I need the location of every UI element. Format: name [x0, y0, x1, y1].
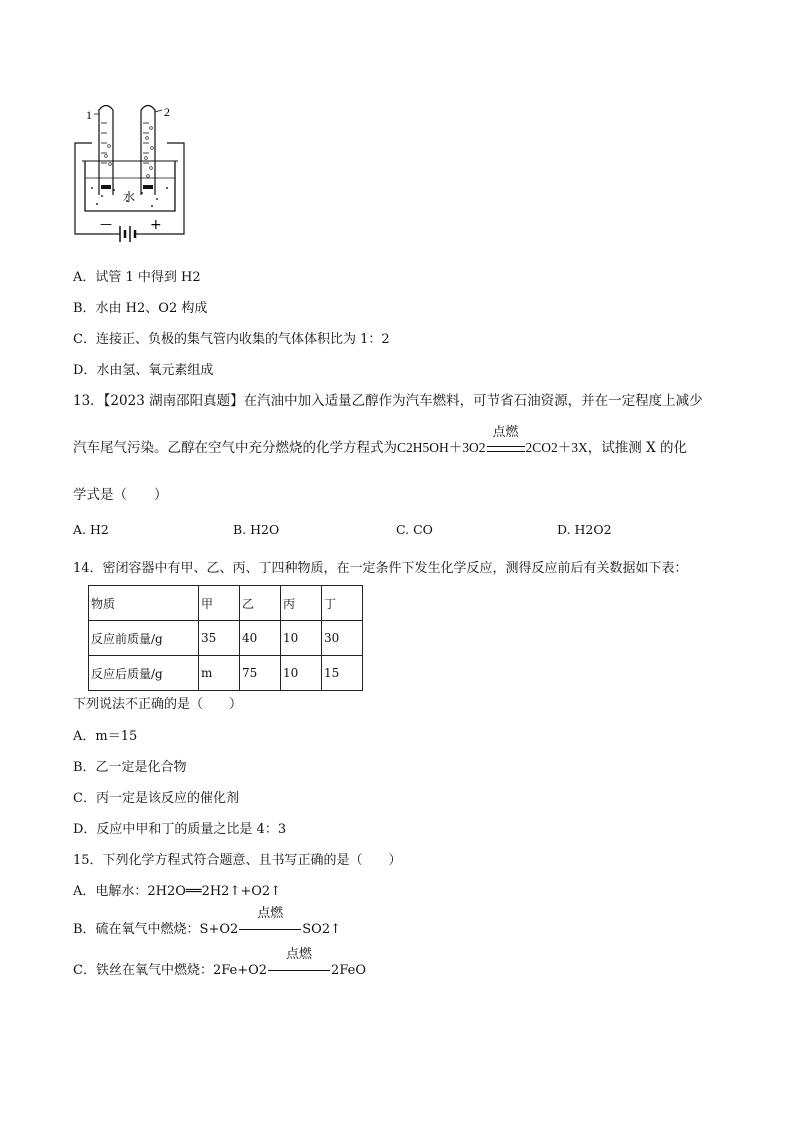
q15-option-c-arrow [267, 947, 331, 979]
q14-option-a: A．m＝15 [73, 729, 138, 744]
q13-option-c: C. CO [396, 522, 433, 537]
table-cell: m [199, 656, 240, 691]
q15-option-b-right: SO2↑ [302, 922, 342, 937]
q14-option-b: B．乙一定是化合物 [73, 760, 187, 775]
q13-eq-arrow [486, 424, 526, 456]
q15-option-c-right: 2FeO [331, 963, 366, 978]
table-cell: 15 [322, 656, 363, 691]
table-cell: 反应后质量/g [89, 656, 199, 691]
tube-label-1: 1 [86, 108, 92, 122]
table-header-row [89, 586, 363, 621]
table-header-cell: 物质 [89, 586, 199, 621]
q13-eq-right: 2CO2＋3X [525, 440, 588, 455]
q14-option-c: C．丙一定是该反应的催化剂 [73, 791, 239, 806]
table-header-cell: 丙 [281, 586, 322, 621]
q15-option-b [73, 906, 342, 938]
table-cell: 35 [199, 621, 240, 656]
negative-terminal-label: — [100, 217, 112, 231]
water-label: 水 [123, 190, 136, 204]
q12-option-a: A．试管 1 中得到 H2 [73, 270, 201, 285]
positive-terminal-label: + [150, 217, 162, 233]
q15-option-b-arrow [238, 906, 302, 938]
table-cell: 10 [281, 621, 322, 656]
table-cell: 40 [240, 621, 281, 656]
q13-option-d: D. H2O2 [557, 522, 612, 537]
q14-prompt: 下列说法不正确的是（ ） [73, 697, 243, 712]
q14-stem: 14．密闭容器中有甲、乙、丙、丁四种物质，在一定条件下发生化学反应，测得反应前后有关数据如下表： [73, 561, 688, 576]
q13-eq-left: C2H5OH＋3O2 [397, 440, 486, 455]
tube-label-2: 2 [164, 105, 170, 119]
q15-option-c-left: C．铁丝在氧气中燃烧：2Fe+O2 [73, 963, 268, 978]
table-header-cell: 甲 [199, 586, 240, 621]
q13-option-b: B. H2O [233, 522, 280, 537]
table-cell: 30 [322, 621, 363, 656]
q13-stem-text: 汽车尾气污染。乙醇在空气中充分燃烧的化学方程式为 [73, 440, 397, 456]
table-cell: 75 [240, 656, 281, 691]
q15-option-b-left: B．硫在氧气中燃烧：S+O2 [73, 922, 239, 937]
table-row [89, 656, 363, 691]
q15-option-c [73, 947, 366, 979]
reaction-mass-table [88, 585, 363, 691]
table-cell: 反应前质量/g [89, 621, 199, 656]
table-header-cell: 乙 [240, 586, 281, 621]
q13-stem-line3: 学式是（ ） [73, 487, 168, 503]
q13-equation [397, 424, 588, 455]
q15-option-a: A．电解水：2H2O══2H2↑+O2↑ [73, 884, 282, 899]
q14-option-d: D．反应中甲和丁的质量之比是 4：3 [73, 822, 287, 837]
q12-option-d: D．水由氢、氧元素组成 [73, 363, 214, 378]
q13-stem-line2 [73, 424, 687, 456]
q15-stem: 15．下列化学方程式符合题意、且书写正确的是（ ） [73, 853, 402, 868]
q15-option-b-condition: 点燃 [257, 906, 284, 921]
q12-option-b: B．水由 H2、O2 构成 [73, 301, 208, 316]
table-row [89, 621, 363, 656]
q13-option-a: A. H2 [73, 522, 109, 537]
q13-eq-condition: 点燃 [492, 424, 519, 439]
electrolysis-apparatus-figure [72, 98, 202, 253]
table-header-cell: 丁 [322, 586, 363, 621]
q12-option-c: C．连接正、负极的集气管内收集的气体体积比为 1：2 [73, 332, 390, 347]
q13-stem-tail: ，试推测 X 的化 [587, 440, 687, 456]
q13-stem-line1: 13．【2023 湖南邵阳真题】在汽油中加入适量乙醇作为汽车燃料，可节省石油资源，并在一定程度上减少 [73, 393, 703, 409]
q15-option-c-condition: 点燃 [286, 947, 313, 962]
table-cell: 10 [281, 656, 322, 691]
